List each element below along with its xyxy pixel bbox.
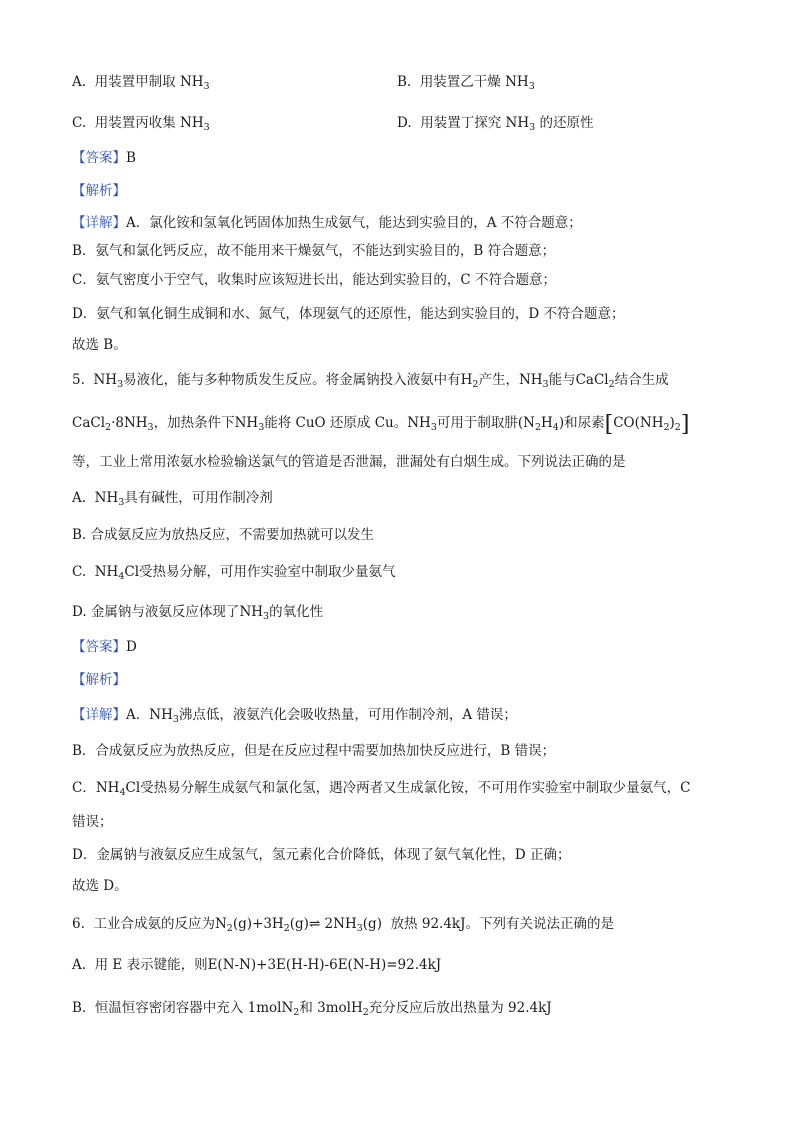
q4-conclusion: 故选 B。 [72, 337, 127, 353]
q6-option-a: A. 用 E 表示键能，则E(N-N)+3E(H-H)-6E(N-H)=92.4kJ [72, 957, 442, 973]
q5-conclusion: 故选 D。 [72, 878, 128, 894]
q5-detail-a: 【详解】A．$NH_3$沸点低，液氨汽化会吸收热量，可用作制冷剂，A 错误； [72, 707, 517, 725]
q4-detail-c: C．氨气密度小于空气，收集时应该短进长出，能达到实验目的，C 不符合题意； [72, 272, 556, 288]
q5-option-a: A. $NH_3$具有碱性，可用作制冷剂 [72, 490, 273, 508]
q5-stem-line-1: 5. $NH_3$易液化，能与多种物质发生反应。将金属钠投入液氨中有$H_2$产生，$NH_3$能与CaCl$_2$结合生成 [72, 372, 669, 390]
q5-detail-c-cont: 错误； [72, 814, 113, 830]
q4-analysis-tag: 【解析】 [72, 183, 126, 199]
q6-option-b: B. 恒温恒容密闭容器中充入 1molN$_2$和 3molH$_2$充分反应后放出热量为 92.4kJ [72, 1000, 552, 1018]
q5-stem-line-2: $CaCl_2\cdot 8NH_3$，加热条件下$NH_3$能将 CuO 还原成 Cu。$NH_3$可用于制取肼$(N_2H_4)$和尿素$[CO(NH_2)_2]$ [72, 412, 690, 437]
q5-option-c: C. $NH_4Cl$受热易分解，可用作实验室中制取少量氨气 [72, 564, 396, 582]
q5-detail-c: C．$NH_4Cl$受热易分解生成氨气和氯化氢，遇冷两者又生成氯化铵，不可用作实验室中制取少量氨气，C [72, 780, 691, 798]
q4-detail-d: D．氨气和氧化铜生成铜和水、氮气，体现氨气的还原性，能达到实验目的，D 不符合题意； [72, 306, 625, 322]
q4-option-c: C. 用装置丙收集 $NH_3$ [72, 115, 210, 133]
q4-detail-b: B．氨气和氯化钙反应，故不能用来干燥氨气，不能达到实验目的，B 符合题意； [72, 243, 556, 259]
q5-detail-b: B．合成氨反应为放热反应，但是在反应过程中需要加热加快反应进行，B 错误； [72, 743, 556, 759]
q5-analysis-tag: 【解析】 [72, 672, 126, 688]
q4-detail-a: 【详解】A．氯化铵和氢氧化钙固体加热生成氨气，能达到实验目的，A 不符合题意； [72, 215, 582, 231]
q5-stem-line-3: 等，工业上常用浓氨水检验输送氯气的管道是否泄漏，泄漏处有白烟生成。下列说法正确的是 [72, 454, 626, 470]
q4-option-d: D. 用装置丁探究 $NH_3$ 的还原性 [397, 115, 594, 133]
q4-option-a: A. 用装置甲制取 $NH_3$ [72, 74, 210, 92]
q6-stem: 6. 工业合成氨的反应为$N_2(g)+3H_2(g)\rightleftharpoons$ $2NH_3(g)$ 放热 92.4kJ。下列有关说法正确的是 [72, 916, 615, 934]
q5-option-b: B. 合成氨反应为放热反应，不需要加热就可以发生 [72, 527, 375, 543]
q4-option-b: B. 用装置乙干燥 $NH_3$ [397, 74, 535, 92]
q5-answer: 【答案】D [72, 639, 137, 655]
q5-option-d: D. 金属钠与液氨反应体现了$NH_3$的氧化性 [72, 604, 324, 622]
q5-detail-d: D．金属钠与液氨反应生成氢气，氢元素化合价降低，体现了氨气氧化性，D 正确； [72, 847, 571, 863]
q4-answer: 【答案】B [72, 150, 136, 166]
